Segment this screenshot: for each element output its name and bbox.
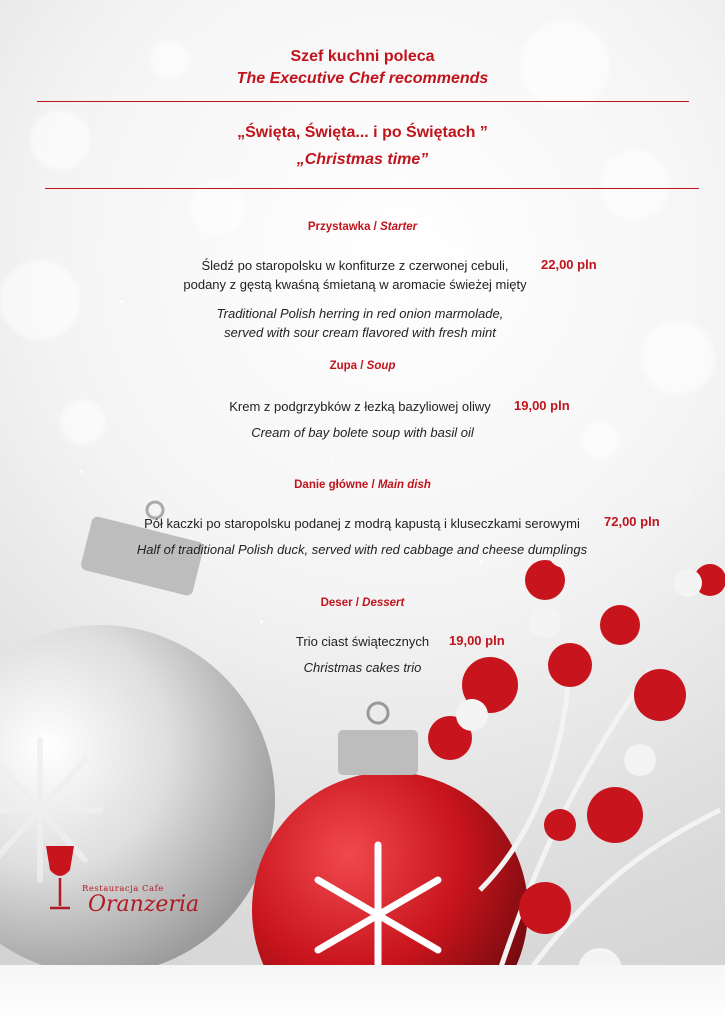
dish-starter-en <box>160 304 560 342</box>
section-label-pl: Deser <box>320 597 353 609</box>
dish-main-en: Half of traditional Polish duck, served with red cabbage and cheese dumplings <box>136 542 588 557</box>
dish-text-line: Traditional Polish herring in red onion marmolade, <box>216 306 504 321</box>
dish-dessert-en: Christmas cakes trio <box>303 660 422 675</box>
dish-soup-pl: Krem z podgrzybków z łezką bazyliowej oliwy <box>229 399 491 414</box>
wine-glass-icon <box>40 840 80 920</box>
price-starter: 22,00 pln <box>541 257 597 272</box>
section-label-en: Dessert <box>362 597 405 609</box>
price-dessert: 19,00 pln <box>449 633 505 648</box>
dish-text-line: served with sour cream flavored with fresh mint <box>224 325 496 340</box>
section-label-pl: Danie główne <box>294 479 369 491</box>
section-label-pl: Zupa <box>329 360 358 372</box>
section-main: Danie główne / Main dish <box>294 479 431 491</box>
section-starter: Przystawka / Starter <box>307 221 418 233</box>
dish-starter-pl <box>170 256 540 294</box>
header-title-en: The Executive Chef recommends <box>236 70 489 87</box>
dish-soup-en: Cream of bay bolete soup with basil oil <box>251 425 474 440</box>
dish-text-line: Śledź po staropolsku w konfiturze z czerwonej cebuli, <box>201 258 509 273</box>
section-label-en: Soup <box>366 360 396 372</box>
dish-text-line: podany z gęstą kwaśną śmietaną w aromacie świeżej mięty <box>183 277 527 292</box>
section-dessert: Deser / Dessert <box>320 597 405 609</box>
logo-name: Oranzeria <box>88 892 200 917</box>
section-label-en: Main dish <box>377 479 431 491</box>
dish-main-pl: Pół kaczki po staropolsku podanej z modrą kapustą i kluseczkami serowymi <box>144 516 580 531</box>
theme-title-pl: „Święta, Święta... i po Świętach ” <box>237 124 488 141</box>
header-title-pl: Szef kuchni poleca <box>290 48 435 65</box>
divider-top <box>37 101 689 102</box>
dish-dessert-pl: Trio ciast świątecznych <box>295 634 430 649</box>
section-label-pl: Przystawka <box>307 221 371 233</box>
logo-subtitle: Restauracja Cafe <box>82 884 164 894</box>
divider-bottom <box>45 188 699 189</box>
restaurant-logo <box>40 840 210 920</box>
theme-title-en: „Christmas time” <box>296 151 429 168</box>
section-label-en: Starter <box>380 221 418 233</box>
price-soup: 19,00 pln <box>514 398 570 413</box>
price-main: 72,00 pln <box>604 514 660 529</box>
section-soup: Zupa / Soup <box>329 360 396 372</box>
